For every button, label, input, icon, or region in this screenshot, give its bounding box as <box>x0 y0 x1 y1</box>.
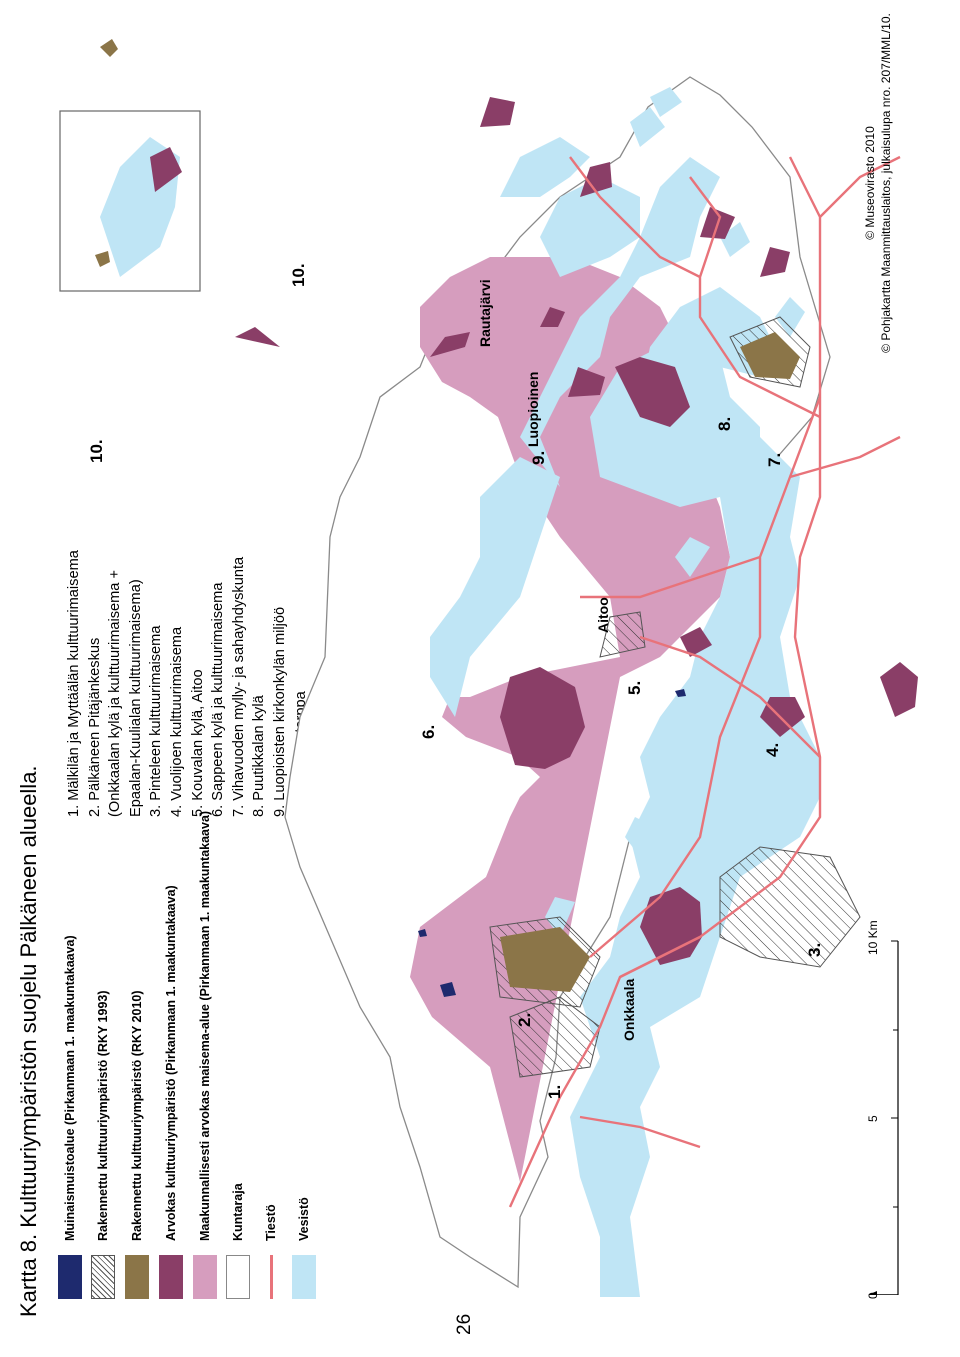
inset-map <box>60 111 200 291</box>
copyright-line: © Museovirasto 2010 <box>863 126 877 240</box>
scale-label: 5 <box>866 1115 880 1122</box>
map-title: Kartta 8. Kulttuuriympäristön suojelu Pälkäneen alueella. <box>16 765 41 1317</box>
copyright-line: © Pohjakartta Maanmittauslaitos, julkaisulupa nro. 207/MML/10. <box>879 13 893 353</box>
place-item: 4. Vuolijoen kulttuurimaisema <box>168 626 185 817</box>
site-label: 4. <box>763 742 782 757</box>
place-item: 8. Puutikkalan kylä <box>251 695 268 817</box>
site-label: 9. <box>529 450 548 465</box>
scale-label: 0 <box>866 1292 880 1299</box>
place-item: 9. Luopioisten kirkonkylän miljöö <box>271 606 288 817</box>
town-label: Luopioinen <box>525 371 541 447</box>
legend-label: Arvokas kulttuuriympäristö (Pirkanmaan 1. maakuntakaava) <box>164 885 178 1241</box>
legend-label: Rakennettu kulttuuriympäristö (RKY 2010) <box>130 990 144 1241</box>
town-label: Onkkaala <box>621 978 637 1041</box>
place-item: 1. Mälkilän ja Myttäälän kulttuurimaisema <box>66 550 82 817</box>
scale-label: 10 Km <box>866 920 880 955</box>
site-label: 1. <box>545 1084 564 1099</box>
place-item: 3. Pinteleen kulttuurimaisema <box>148 625 165 817</box>
site-label: 3. <box>805 942 824 957</box>
site-label: 8. <box>715 416 734 431</box>
place-item: Epaalan-Kuulialan kulttuurimaisema) <box>127 579 144 817</box>
site-label: 5. <box>625 680 644 695</box>
site-label: 2. <box>515 1012 534 1027</box>
copyright <box>862 0 894 433</box>
legend-label: Muinaismuistoalue (Pirkanmaan 1. maakuntakaava) <box>63 935 77 1241</box>
page-number: 26 <box>454 1313 475 1335</box>
site-label: 10. <box>289 263 308 287</box>
place-item: 2. Pälkäneen Pitäjänkeskus <box>86 637 103 817</box>
town-label: Aitoo <box>595 597 611 633</box>
town-label: Rautajärvi <box>477 279 493 347</box>
legend-label: Kuntaraja <box>231 1183 245 1241</box>
legend-label: Maakunnallisesti arvokas maisema-alue (Pirkanmaan 1. maakuntakaava) <box>198 810 212 1241</box>
place-item: (Onkkaalan kylä ja kulttuurimaisema + <box>107 570 124 817</box>
legend-label: Rakennettu kulttuuriympäristö (RKY 1993) <box>96 990 110 1241</box>
site-label: 6. <box>419 724 438 739</box>
place-item: 5. Kouvalan kylä, Aitoo <box>189 669 206 817</box>
legend-label: Tiestö <box>264 1204 278 1241</box>
place-item: 7. Vihavuoden mylly- ja sahayhdyskunta <box>230 556 247 817</box>
inset-site-label: 10. <box>87 439 106 463</box>
legend-label: Vesistö <box>297 1197 311 1241</box>
site-label: 7. <box>765 452 784 467</box>
place-item: 6. Sappeen kylä ja kulttuurimaisema <box>210 582 227 817</box>
